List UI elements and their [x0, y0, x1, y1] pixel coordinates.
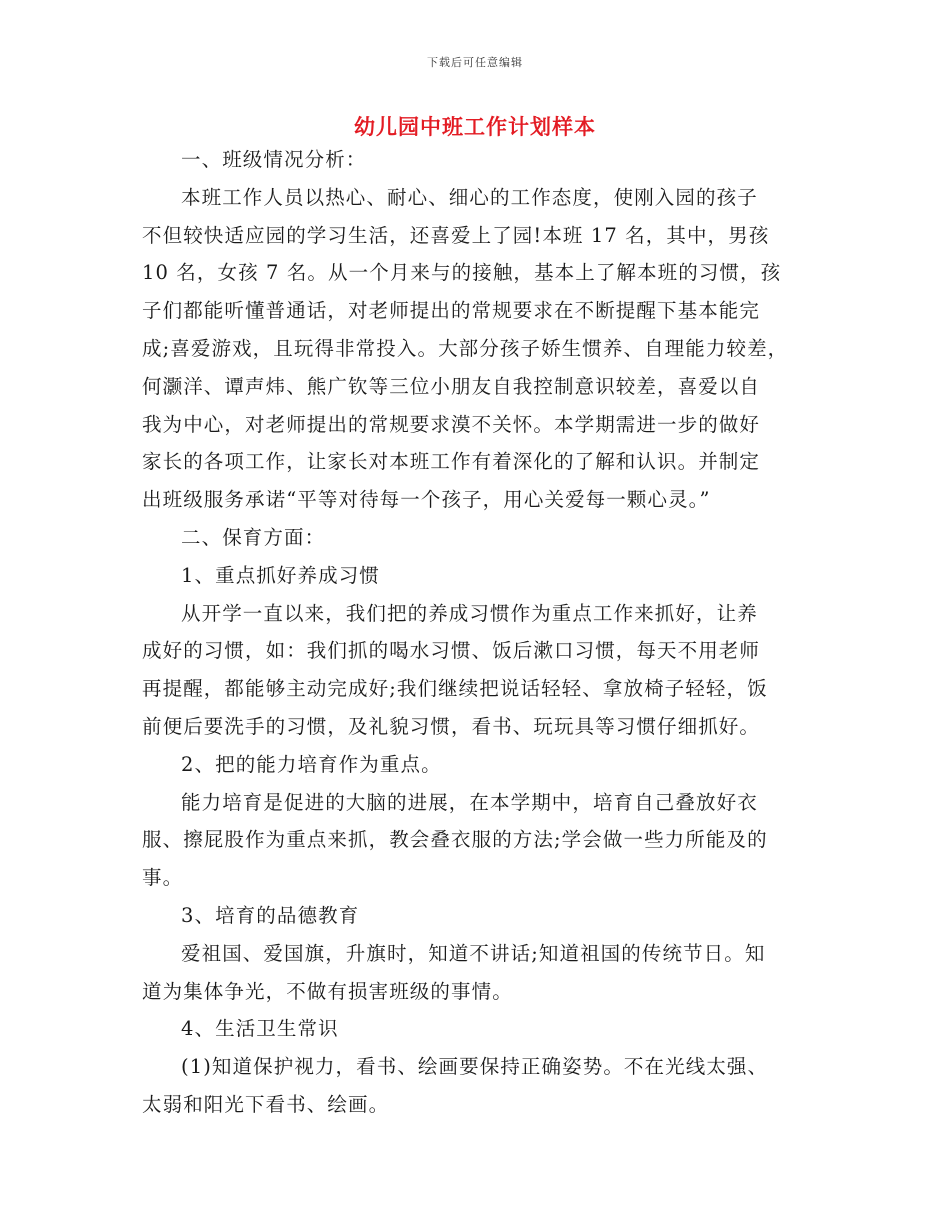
- text-line: 我为中心，对老师提出的常规要求漠不关怀。本学期需进一步的做好: [142, 412, 761, 436]
- text-line: 本班工作人员以热心、耐心、细心的工作态度，使刚入园的孩子: [181, 185, 758, 209]
- text-line: 不但较快适应园的学习生活，还喜爱上了园!本班 17 名，其中，男孩: [142, 223, 770, 247]
- text-line: 太弱和阳光下看书、绘画。: [142, 1092, 390, 1116]
- text-line: 事。: [142, 866, 184, 890]
- text-line: 前便后要洗手的习惯，及礼貌习惯，看书、玩玩具等习惯仔细抓好。: [142, 714, 761, 738]
- text-line: 二、保育方面：: [181, 525, 326, 549]
- text-line: 爱祖国、爱国旗，升旗时，知道不讲话;知道祖国的传统节日。知: [181, 941, 766, 965]
- paragraph: [142, 141, 810, 179]
- text-line: 3、培育的品德教育: [181, 903, 360, 927]
- text-line: 4、生活卫生常识: [181, 1017, 339, 1041]
- text-line: 再提醒，都能够主动完成好;我们继续把说话轻轻、拿放椅子轻轻，饭: [142, 677, 768, 701]
- paragraph: [142, 746, 810, 784]
- text-line: 一、班级情况分析：: [181, 148, 367, 171]
- text-line: 10 名，女孩 7 名。从一个月来与的接触，基本上了解本班的习惯，孩: [142, 261, 782, 285]
- paragraph: [142, 897, 810, 935]
- paragraph: [142, 557, 810, 595]
- paragraph: [142, 935, 810, 1011]
- text-line: 服、擦屁股作为重点来抓，教会叠衣服的方法;学会做一些力所能及的: [142, 828, 768, 852]
- text-line: 成;喜爱游戏，且玩得非常投入。大部分孩子娇生惯养、自理能力较差，: [142, 336, 789, 360]
- text-line: (1)知道保护视力，看书、绘画要保持正确姿势。不在光线太强、: [181, 1055, 769, 1079]
- text-line: 从开学一直以来，我们把的养成习惯作为重点工作来抓好，让养: [181, 601, 758, 625]
- paragraph: [142, 519, 810, 557]
- text-line: 能力培育是促进的大脑的进展，在本学期中，培育自己叠放好衣: [181, 790, 758, 814]
- paragraph: [142, 1010, 810, 1048]
- text-line: 2、把的能力培育作为重点。: [181, 752, 442, 776]
- text-line: 子们都能听懂普通话，对老师提出的常规要求在不断提醒下基本能完: [142, 299, 761, 323]
- text-line: 道为集体争光，不做有损害班级的事情。: [142, 979, 513, 1003]
- text-line: 何灏洋、谭声炜、熊广钦等三位小朋友自我控制意识较差，喜爱以自: [142, 374, 761, 398]
- text-line: 家长的各项工作，让家长对本班工作有着深化的了解和认识。并制定: [142, 450, 761, 474]
- paragraph: [142, 1048, 810, 1124]
- document-body: [142, 141, 810, 1124]
- text-line: 成好的习惯，如：我们抓的喝水习惯、饭后漱口习惯，每天不用老师: [142, 639, 761, 663]
- paragraph: [142, 784, 810, 897]
- paragraph: [142, 595, 810, 746]
- paragraph: [142, 179, 810, 519]
- text-line: 出班级服务承诺“平等对待每一个孩子，用心关爱每一颗心灵。”: [142, 488, 711, 512]
- text-line: 1、重点抓好养成习惯: [181, 563, 380, 587]
- document-title: 幼儿园中班工作计划样本: [354, 114, 596, 139]
- page-header: 下载后可任意编辑: [427, 56, 523, 69]
